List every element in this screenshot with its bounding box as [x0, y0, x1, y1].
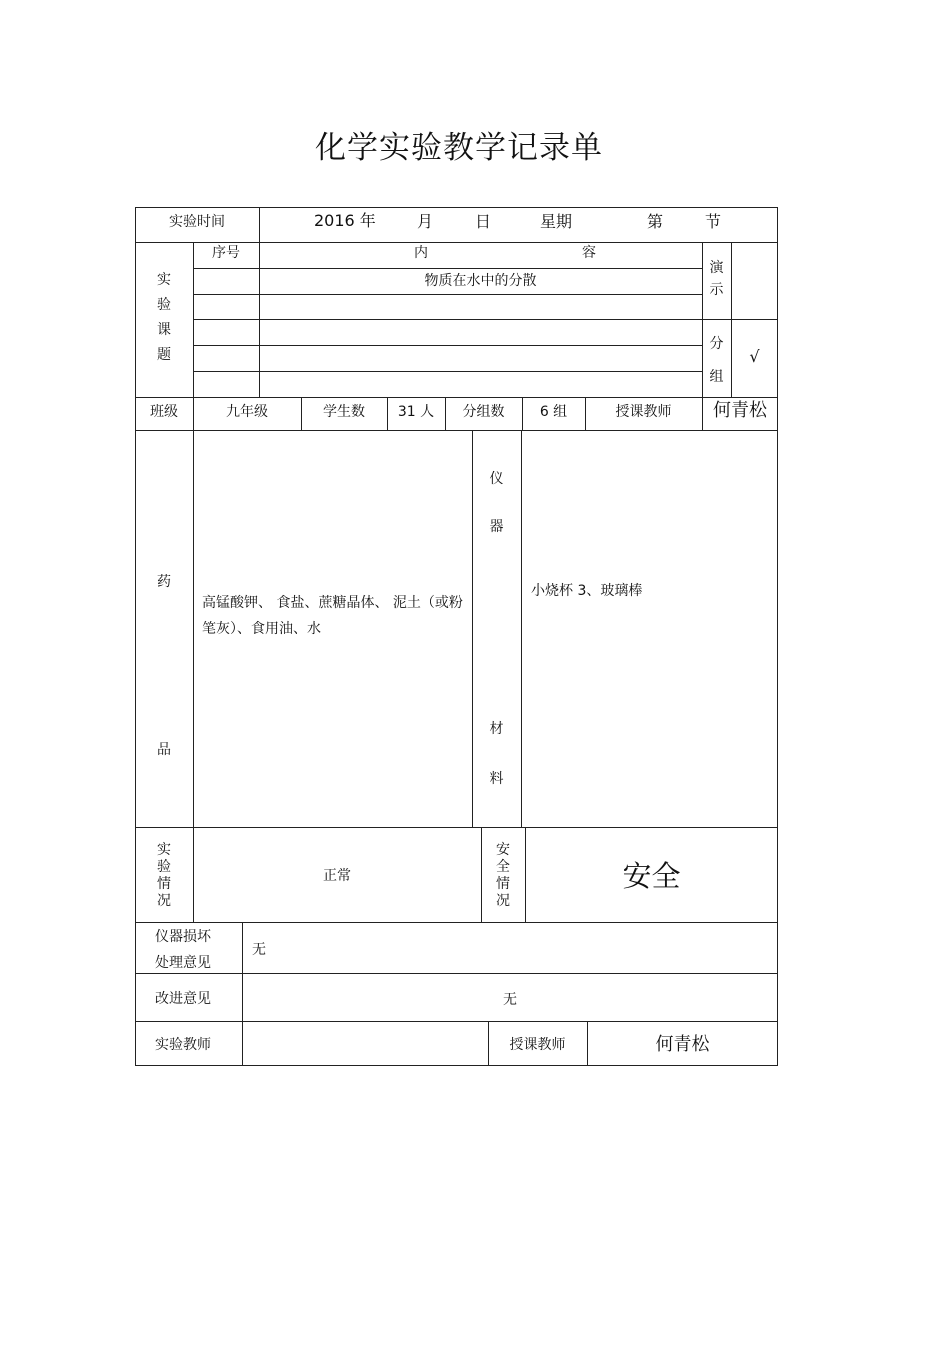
group-label: 分 组 [709, 336, 724, 385]
topic-label: 实 验 课 题 [157, 272, 171, 363]
improve-label: 改进意见 [155, 991, 211, 1007]
damage-value: 无 [252, 942, 266, 958]
exp-status-value: 正常 [323, 868, 351, 884]
safety-status-value: 安全 [622, 859, 681, 893]
time-jie: 节 [705, 212, 722, 231]
students-label: 学生数 [323, 404, 365, 420]
sign-teacher-value: 何青松 [655, 1034, 710, 1055]
class-value: 九年级 [226, 404, 268, 420]
demo-label: 演 示 [709, 260, 724, 298]
time-label: 实验时间 [169, 214, 225, 230]
col-content-header-1: 内 [414, 245, 428, 261]
groups-value: 6 组 [539, 404, 568, 420]
improve-value: 无 [503, 992, 517, 1008]
page-title: 化学实验教学记录单 [315, 130, 603, 166]
col-content-header-2: 容 [582, 245, 596, 261]
equip-text: 小烧杯 3、玻璃棒 [531, 583, 643, 599]
time-di: 第 [647, 212, 664, 231]
exp-status-label: 实 验 情 况 [157, 842, 171, 909]
time-month: 月 [417, 212, 434, 231]
time-weekday: 星期 [540, 212, 573, 231]
topic-row-1-content: 物质在水中的分散 [424, 273, 537, 289]
teacher-label: 授课教师 [615, 404, 672, 420]
drugs-label-bottom: 品 [157, 742, 171, 758]
groups-label: 分组数 [462, 404, 505, 420]
exp-teacher-label: 实验教师 [155, 1037, 211, 1053]
sign-teacher-label: 授课教师 [509, 1037, 566, 1053]
equip-label-top: 仪 器 [489, 471, 504, 535]
students-value: 31 人 [397, 404, 435, 420]
equip-label-bottom: 材 料 [489, 721, 504, 787]
drugs-label-top: 药 [157, 574, 171, 590]
teacher-value: 何青松 [713, 400, 767, 421]
class-label: 班级 [150, 404, 178, 420]
time-day: 日 [475, 212, 492, 231]
time-year: 2016 年 [314, 211, 376, 230]
safety-status-label: 安 全 情 况 [496, 842, 510, 909]
damage-label-2: 处理意见 [155, 955, 211, 971]
group-checkmark: √ [749, 347, 760, 366]
drugs-text: 高锰酸钾、 食盐、蔗糖晶体、 泥土（或粉笔灰）、食用油、水 [202, 595, 463, 637]
col-seq-header: 序号 [212, 245, 240, 261]
damage-label-1: 仪器损坏 [155, 929, 211, 945]
